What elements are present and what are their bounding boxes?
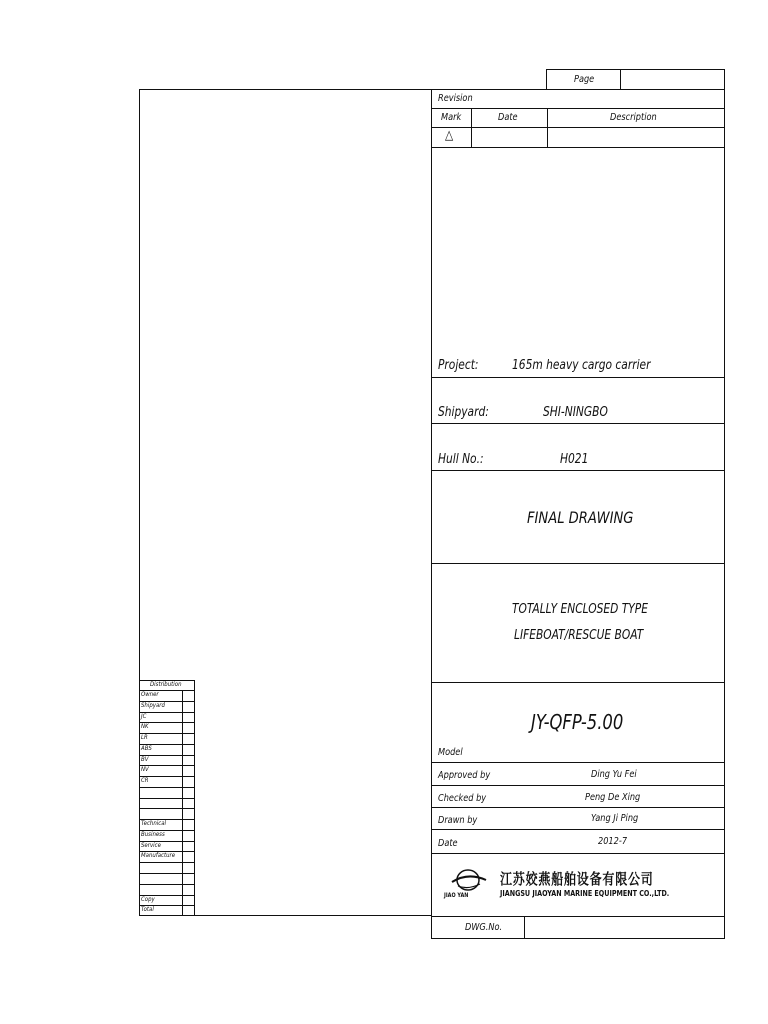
date-label: Date	[438, 838, 458, 849]
distribution-row-label: JC	[141, 712, 147, 720]
approved-by-value: Ding Yu Fei	[591, 769, 637, 780]
distribution-title: Distribution	[150, 681, 182, 688]
revision-mark-triangle-icon: △	[445, 128, 454, 143]
distribution-row-label: NK	[141, 723, 149, 731]
revision-col-date: Date	[498, 112, 518, 123]
project-value: 165m heavy cargo carrier	[512, 358, 651, 373]
distribution-row-label: Service	[141, 841, 161, 849]
distribution-row-label: BV	[141, 755, 149, 763]
distribution-row-label: LR	[141, 734, 148, 741]
drawn-by-label: Drawn by	[438, 815, 478, 826]
distribution-row-label: Manufacture	[141, 852, 176, 860]
drawing-title-line2: LIFEBOAT/RESCUE BOAT	[514, 628, 644, 643]
page-label: Page	[574, 74, 595, 85]
distribution-row-label: ABS	[141, 744, 152, 752]
distribution-row-label: Total	[141, 906, 154, 914]
drawn-by-value: Yang Ji Ping	[591, 813, 639, 824]
distribution-row-label: CR	[141, 777, 149, 785]
checked-by-label: Checked by	[438, 793, 487, 804]
company-logo-text: JIAO YAN	[444, 892, 469, 899]
distribution-row-label: Owner	[141, 691, 159, 698]
company-name-cn: 江苏姣燕船舶设备有限公司	[500, 870, 654, 888]
model-label: Model	[438, 747, 463, 758]
distribution-row-label: Copy	[141, 895, 155, 903]
distribution-row-label: NV	[141, 766, 149, 774]
distribution-row-label: Technical	[141, 820, 167, 828]
shipyard-value: SHI-NINGBO	[543, 405, 608, 420]
revision-title: Revision	[438, 93, 473, 104]
shipyard-label: Shipyard:	[438, 405, 489, 420]
drawing-title-line1: TOTALLY ENCLOSED TYPE	[512, 602, 648, 617]
page-box	[546, 69, 725, 90]
approved-by-label: Approved by	[438, 770, 491, 781]
revision-col-mark: Mark	[441, 112, 462, 123]
company-name-en: JIANGSU JIAOYAN MARINE EQUIPMENT CO.,LTD.	[500, 889, 670, 898]
dwg-no-label: DWG.No.	[465, 922, 503, 933]
hull-value: H021	[560, 452, 589, 467]
date-value: 2012-7	[598, 836, 628, 847]
checked-by-value: Peng De Xing	[585, 792, 641, 803]
distribution-row-label: Shipyard	[141, 701, 165, 709]
model-value: JY-QFP-5.00	[531, 710, 624, 734]
distribution-row-label: Business	[141, 830, 165, 838]
hull-label: Hull No.:	[438, 452, 484, 467]
project-label: Project:	[438, 358, 479, 373]
revision-col-description: Description	[610, 112, 657, 123]
drawing-status: FINAL DRAWING	[527, 508, 634, 527]
